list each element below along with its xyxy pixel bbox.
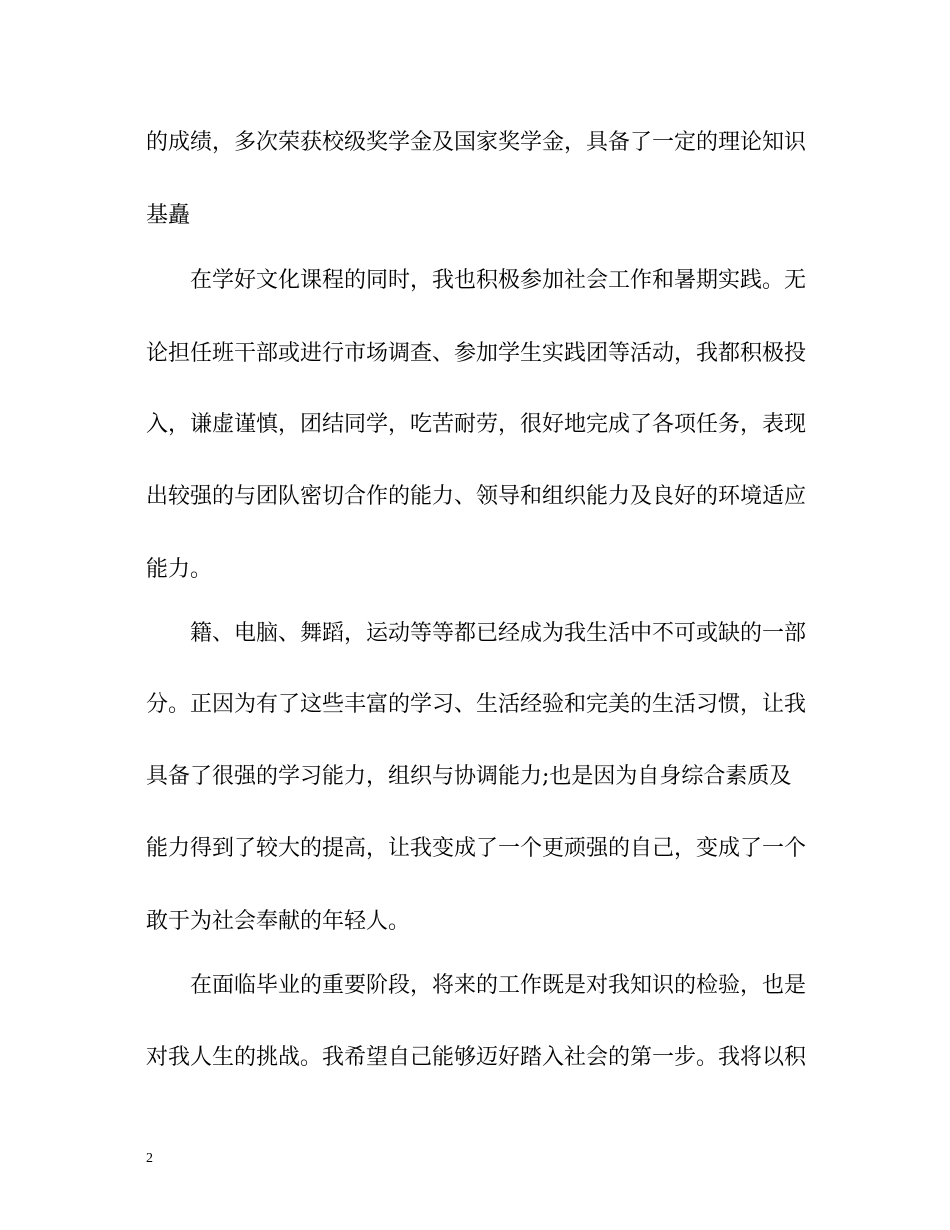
text-line: 出较强的与团队密切合作的能力、领导和组织能力及良好的环境适应 [146, 484, 807, 509]
text-line: 能力得到了较大的提高，让我变成了一个更顽强的自己，变成了一个 [146, 836, 807, 861]
text-line: 分。正因为有了这些丰富的学习、生活经验和完美的生活习惯，让我 [146, 692, 807, 717]
text-line: 入，谦虚谨慎，团结同学，吃苦耐劳，很好地完成了各项任务，表现 [146, 412, 807, 437]
text-line: 能力。 [146, 557, 213, 582]
text-line: 敢于为社会奉献的年轻人。 [146, 909, 411, 934]
text-line: 在面临毕业的重要阶段，将来的工作既是对我知识的检验，也是 [190, 973, 807, 998]
text-line: 在学好文化课程的同时，我也积极参加社会工作和暑期实践。无 [190, 268, 807, 293]
text-line: 对我人生的挑战。我希望自己能够迈好踏入社会的第一步。我将以积 [146, 1045, 807, 1070]
text-line: 的成绩，多次荣获校级奖学金及国家奖学金，具备了一定的理论知识 [146, 130, 807, 155]
text-line: 论担任班干部或进行市场调查、参加学生实践团等活动，我都积极投 [146, 341, 807, 366]
page-number: 2 [146, 1151, 153, 1166]
text-line: 籍、电脑、舞蹈，运动等等都已经成为我生活中不可或缺的一部 [190, 621, 807, 646]
text-line: 具备了很强的学习能力，组织与协调能力;也是因为自身综合素质及 [146, 764, 792, 789]
text-line: 基矗 [146, 203, 191, 228]
